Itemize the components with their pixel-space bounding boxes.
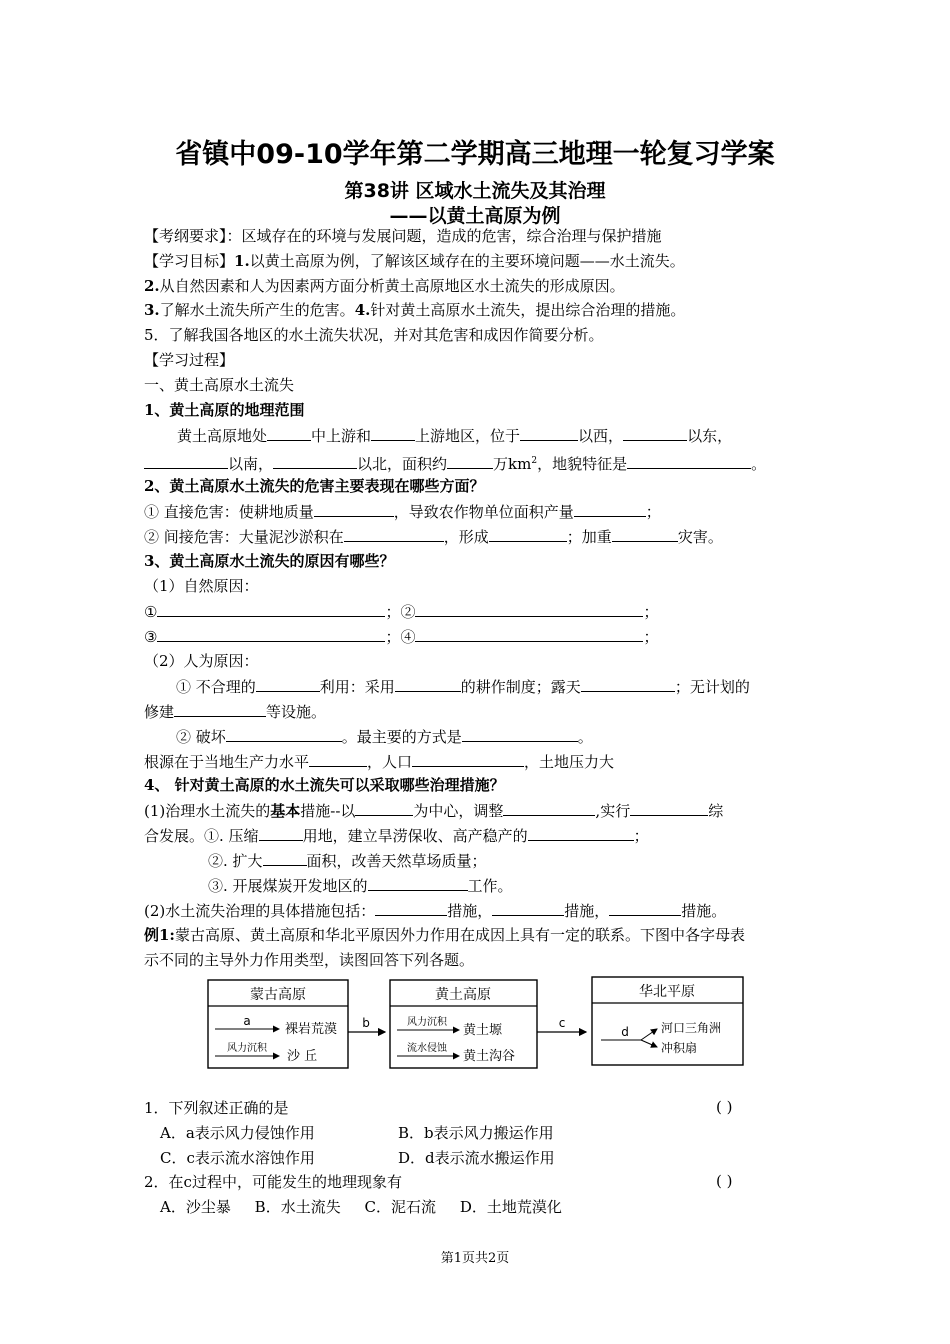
question-2-stem: 2．在c过程中，可能发生的地理现象有	[144, 1173, 402, 1191]
learning-goal-1: 【学习目标】1.以黄土高原为例，了解该区域存在的主要环境问题——水土流失。	[144, 252, 685, 270]
box-2-result-2: 黄土沟谷	[463, 1049, 516, 1064]
learning-goal-3-4: 3.了解水土流失所产生的危害。4.针对黄土高原水土流失，提出综合治理的措施。	[144, 301, 686, 319]
question-2-title: 2、黄土高原水土流失的危害主要表现在哪些方面？	[144, 477, 485, 495]
box-2-title: 黄土高原	[435, 987, 491, 1003]
question-3-title: 3、黄土高原水土流失的原因有哪些？	[144, 552, 395, 570]
q4-line-4: ③. 开展煤炭开发地区的 工作。	[208, 877, 513, 895]
example-1-line-2: 示不同的主导外力作用类型，读图回答下列各题。	[144, 951, 475, 969]
box-1-result-2: 沙 丘	[287, 1049, 318, 1064]
learning-goal-2: 2.从自然因素和人为因素两方面分析黄土高原地区水土流失的形成原因。	[144, 277, 625, 295]
question-1-title: 1、黄土高原的地理范围	[144, 401, 305, 419]
box-2-process-2: 流水侵蚀	[407, 1043, 447, 1054]
question-2-answer-bracket[interactable]: ( )	[716, 1172, 733, 1190]
page-title: 省镇中09-10学年第二学期高三地理一轮复习学案	[175, 139, 775, 170]
lecture-subtitle: ——以黄土高原为例	[389, 205, 561, 227]
q1-line-2: 以南， 以北，面积约 万$km^2$，地貌特征是 。	[144, 451, 766, 474]
label-b: b	[362, 1016, 370, 1030]
process-label: 【学习过程】	[144, 351, 235, 369]
label-c: c	[558, 1016, 566, 1030]
box-3-result-2: 冲积扇	[661, 1041, 698, 1055]
label-d: d	[621, 1025, 629, 1039]
q4-line-3: ②. 扩大 面积，改善天然草场质量；	[208, 852, 487, 870]
q1-option-a[interactable]: A．a表示风力侵蚀作用	[160, 1124, 315, 1142]
q2-line-1: ① 直接危害：使耕地质量 ，导致农作物单位面积产量 ；	[144, 503, 661, 521]
q1-option-b[interactable]: B．b表示风力搬运作用	[398, 1124, 554, 1142]
q2-line-2: ② 间接危害：大量泥沙淤积在 ，形成 ；加重 灾害。	[144, 528, 723, 546]
box-2-result-1: 黄土塬	[463, 1023, 503, 1038]
q4-line-1: (1)治理水土流失的基本措施--以 为中心，调整 ,实行 综	[144, 802, 724, 820]
q1-option-c[interactable]: C．c表示流水溶蚀作用	[160, 1149, 315, 1167]
box-2-process-1: 风力沉积	[407, 1017, 447, 1028]
question-1-stem: 1．下列叙述正确的是	[144, 1099, 289, 1117]
box-3-result-1: 河口三角洲	[661, 1021, 722, 1035]
question-1-answer-bracket[interactable]: ( )	[716, 1098, 733, 1116]
exam-requirement: 【考纲要求】：区域存在的环境与发展问题，造成的危害，综合治理与保护措施	[144, 227, 662, 245]
lecture-title: 第38讲 区域水土流失及其治理	[344, 180, 606, 202]
box-1-result-1: 裸岩荒漠	[285, 1022, 338, 1037]
q2-options[interactable]: A．沙尘暴 B．水土流失 C．泥石流 D．土地荒漠化	[160, 1198, 562, 1216]
example-1-line-1: 例1:蒙古高原、黄土高原和华北平原因外力作用在成因上具有一定的联系。下图中各字母表	[144, 926, 745, 944]
q3-human-1-cont: 修建 等设施。	[144, 703, 327, 721]
q3-natural-3-4: ③ ；④ ；	[144, 628, 659, 646]
q3-natural-label: （1）自然原因：	[144, 577, 259, 595]
q3-human-2: ② 破坏 。最主要的方式是 。	[176, 728, 593, 746]
q4-line-2: 合发展。①. 压缩 用地，建立旱涝保收、高产稳产的 ；	[144, 827, 649, 845]
q4-line-5: (2)水土流失治理的具体措施包括： 措施， 措施， 措施。	[144, 902, 727, 920]
learning-goal-5: 5．了解我国各地区的水土流失状况，并对其危害和成因作简要分析。	[144, 326, 604, 344]
erosion-diagram	[205, 972, 750, 1077]
label-a: a	[243, 1014, 251, 1028]
question-4-title: 4、 针对黄土高原的水土流失可以采取哪些治理措施？	[144, 776, 505, 794]
q3-human-1: ① 不合理的 利用：采用 的耕作制度；露天 ；无计划的	[176, 678, 750, 696]
q1-line-1: 黄土高原地处 中上游和 上游地区，位于 以西， 以东，	[177, 427, 733, 445]
box-3-title: 华北平原	[639, 984, 695, 1000]
box-1-title: 蒙古高原	[250, 987, 306, 1003]
section-heading: 一、黄土高原水土流失	[144, 376, 295, 394]
q3-root-cause: 根源在于当地生产力水平 ，人口 ，土地压力大	[144, 753, 615, 771]
q1-option-d[interactable]: D．d表示流水搬运作用	[398, 1149, 555, 1167]
page-footer: 第1页共2页	[440, 1251, 510, 1266]
box-1-process-2: 风力沉积	[227, 1043, 267, 1054]
q3-natural-1-2: ① ；② ；	[144, 603, 659, 621]
q3-human-label: （2）人为原因：	[144, 652, 259, 670]
